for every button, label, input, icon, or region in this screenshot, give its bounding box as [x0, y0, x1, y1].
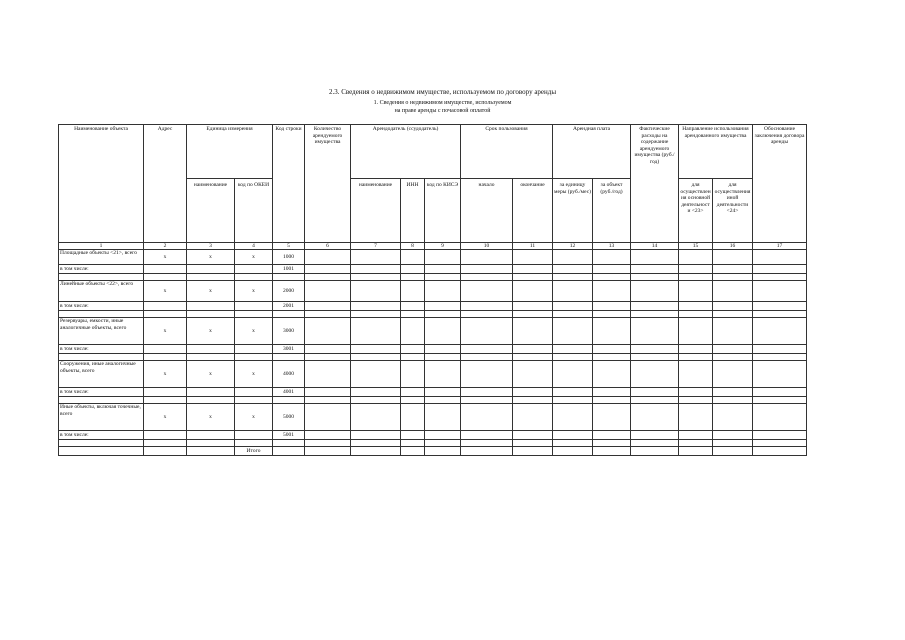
col-num: 1 — [59, 243, 144, 250]
header-term-start: начало — [461, 179, 513, 243]
row-x-mark: x — [187, 250, 235, 265]
header-lessor-kiso: код по КИСЭ — [425, 179, 461, 243]
table-row-empty — [59, 440, 807, 447]
table-row-1001 — [59, 265, 807, 274]
row-x-mark: x — [187, 404, 235, 431]
row-x-mark: x — [144, 361, 187, 388]
row-code: 1001 — [273, 265, 305, 274]
row-name: в том числе: — [59, 302, 144, 311]
col-num: 9 — [425, 243, 461, 250]
row-code: 4000 — [273, 361, 305, 388]
table-row-1000 — [59, 250, 807, 265]
header-rent-unit: за единицу меры (руб./мес) — [553, 179, 593, 243]
table-row-empty — [59, 274, 807, 281]
col-num: 2 — [144, 243, 187, 250]
table-row-3001 — [59, 345, 807, 354]
row-x-mark: x — [235, 250, 273, 265]
header-unit-name: наименование — [187, 179, 235, 243]
table-row-4000 — [59, 361, 807, 388]
row-code: 4001 — [273, 388, 305, 397]
row-x-mark: x — [144, 281, 187, 302]
total-label: Итого — [235, 447, 273, 456]
row-name: в том числе: — [59, 265, 144, 274]
row-x-mark: x — [187, 361, 235, 388]
col-num: 5 — [273, 243, 305, 250]
header-justification: Обоснование заключения договора аренды — [753, 125, 807, 243]
row-name: в том числе: — [59, 431, 144, 440]
header-row-1 — [59, 125, 807, 179]
row-name: Линейные объекты <22>, всего — [59, 281, 144, 302]
row-code: 2001 — [273, 302, 305, 311]
col-num: 6 — [305, 243, 351, 250]
row-x-mark: x — [235, 318, 273, 345]
col-num: 8 — [401, 243, 425, 250]
table-row-5000 — [59, 404, 807, 431]
table-row-3000 — [59, 318, 807, 345]
section-subtitle-line1: 1. Сведения о недвижимом имуществе, используемом — [373, 100, 512, 106]
col-num: 3 — [187, 243, 235, 250]
header-lessor-name: наименование — [351, 179, 401, 243]
row-x-mark: x — [187, 318, 235, 345]
header-lessor-inn: ИНН — [401, 179, 425, 243]
row-code: 2000 — [273, 281, 305, 302]
table-row-empty — [59, 397, 807, 404]
header-purpose: Направление использования арендованного имущества — [679, 125, 753, 179]
header-unit-okei: код по ОКЕИ — [235, 179, 273, 243]
col-num: 17 — [753, 243, 807, 250]
header-purpose-other: для осуществления иной деятельности <24> — [713, 179, 753, 243]
row-code: 5001 — [273, 431, 305, 440]
row-name: Резервуары, емкости, иные аналогичные объекты, всего — [59, 318, 144, 345]
col-num: 7 — [351, 243, 401, 250]
section-subtitle-line2: на праве аренды с почасовой оплатой — [394, 108, 491, 114]
row-x-mark: x — [144, 250, 187, 265]
header-name: Наименование объекта — [59, 125, 144, 243]
header-term-end: окончание — [513, 179, 553, 243]
header-term: Срок пользования — [461, 125, 553, 179]
row-name: Сооружения, иные аналогичные объекты, всего — [59, 361, 144, 388]
header-purpose-main: для осуществления основной деятельности <23> — [679, 179, 713, 243]
row-x-mark: x — [144, 404, 187, 431]
col-num: 15 — [679, 243, 713, 250]
row-name: в том числе: — [59, 345, 144, 354]
row-code: 1000 — [273, 250, 305, 265]
row-x-mark: x — [235, 281, 273, 302]
header-line-code: Код строки — [273, 125, 305, 243]
row-x-mark: x — [144, 318, 187, 345]
column-numbers-row — [59, 243, 807, 250]
header-unit: Единица измерения — [187, 125, 273, 179]
table-row-4001 — [59, 388, 807, 397]
col-num: 11 — [513, 243, 553, 250]
col-num: 16 — [713, 243, 753, 250]
header-rent-object: за объект (руб./год) — [593, 179, 631, 243]
table-row-empty — [59, 354, 807, 361]
header-actual-costs: Фактические расходы на содержание арендуемого имущества (руб./год) — [631, 125, 679, 243]
row-name: в том числе: — [59, 388, 144, 397]
row-name: Иные объекты, включая точечные, всего — [59, 404, 144, 431]
row-code: 3001 — [273, 345, 305, 354]
table-row-total — [59, 447, 807, 456]
row-code: 3000 — [273, 318, 305, 345]
col-num: 12 — [553, 243, 593, 250]
table-row-5001 — [59, 431, 807, 440]
col-num: 13 — [593, 243, 631, 250]
header-qty: Количество арендуемого имущества — [305, 125, 351, 243]
header-address: Адрес — [144, 125, 187, 243]
col-num: 14 — [631, 243, 679, 250]
row-code: 5000 — [273, 404, 305, 431]
header-lessor: Арендодатель (ссудодатель) — [351, 125, 461, 179]
header-rent: Арендная плата — [553, 125, 631, 179]
lease-property-table — [58, 124, 807, 456]
row-x-mark: x — [235, 361, 273, 388]
row-x-mark: x — [235, 404, 273, 431]
row-x-mark: x — [187, 281, 235, 302]
document-title: 2.3. Сведения о недвижимом имуществе, используемом по договору аренды — [328, 88, 557, 96]
col-num: 4 — [235, 243, 273, 250]
table-row-empty — [59, 311, 807, 318]
row-name: Площадные объекты <21>, всего — [59, 250, 144, 265]
table-row-2000 — [59, 281, 807, 302]
col-num: 10 — [461, 243, 513, 250]
table-row-2001 — [59, 302, 807, 311]
